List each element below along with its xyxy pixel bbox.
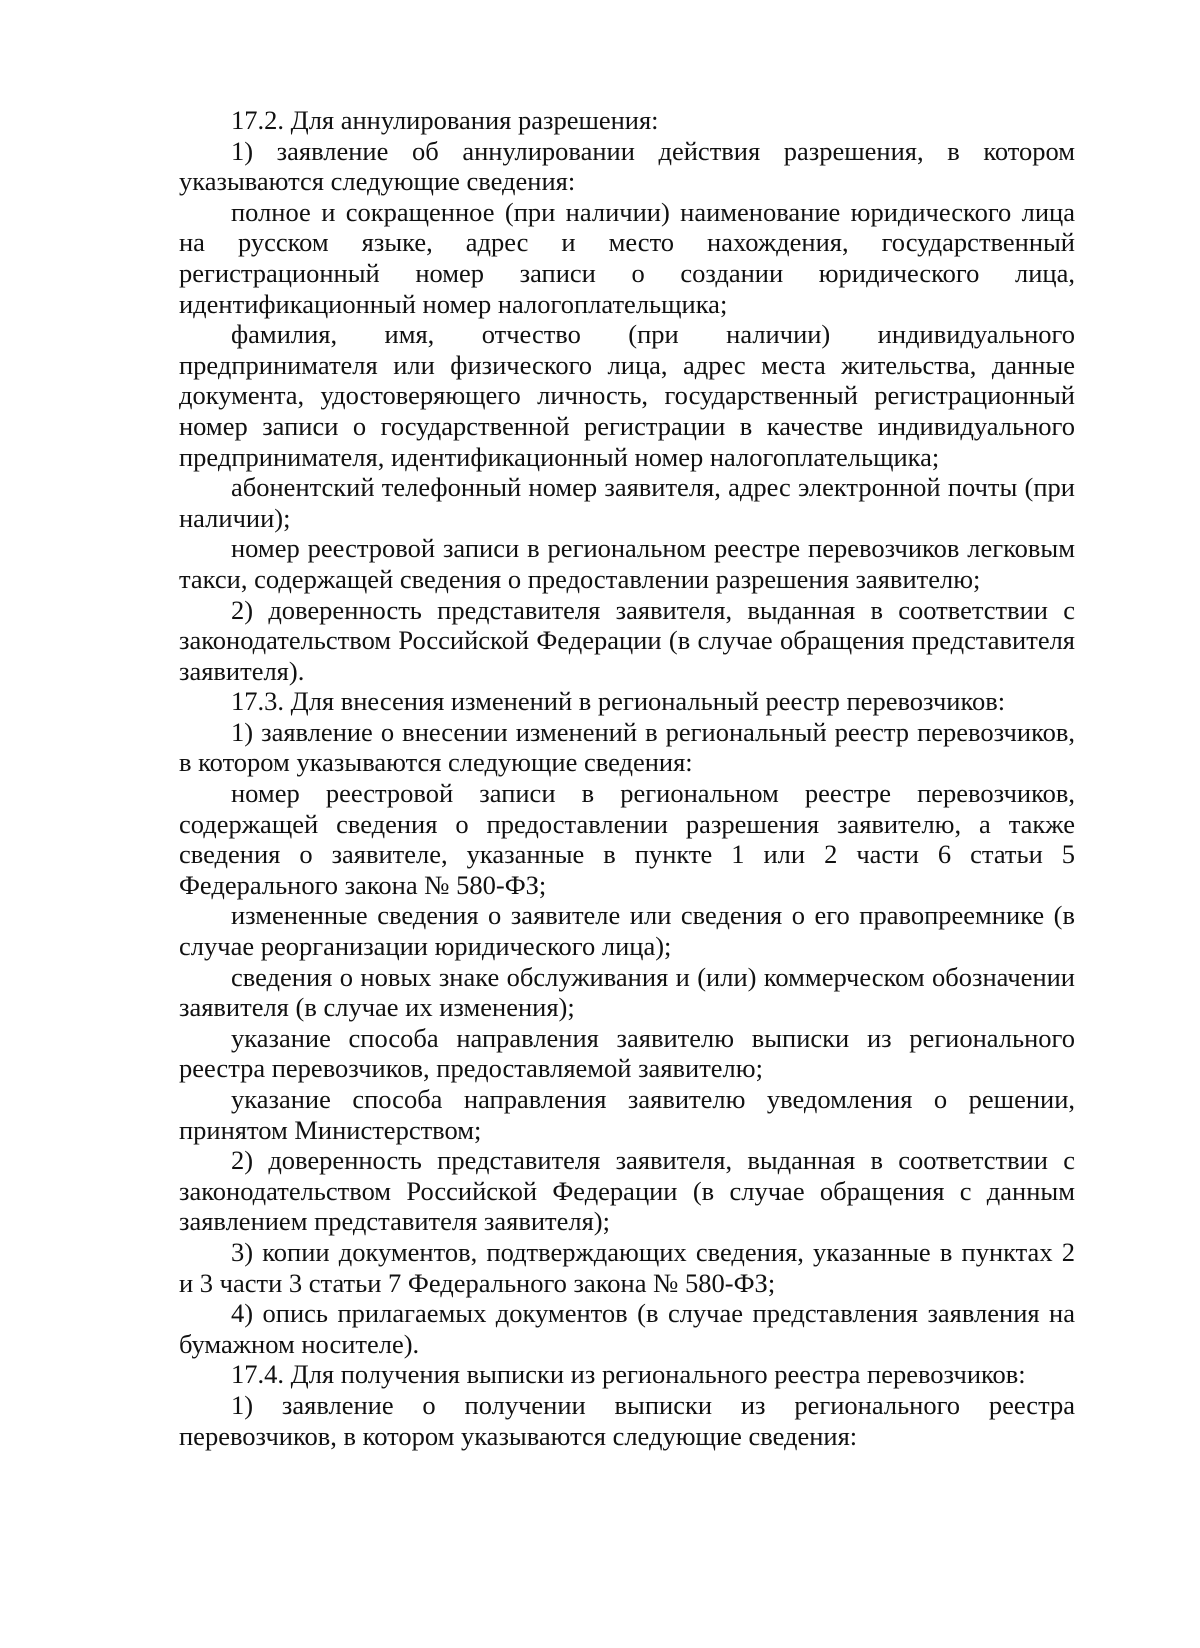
paragraph: указание способа направления заявителю уведомления о решении, принятом Министерством;	[179, 1084, 1075, 1145]
paragraph: 3) копии документов, подтверждающих сведения, указанные в пунктах 2 и 3 части 3 статьи 7 Федерального закона № 580-ФЗ;	[179, 1236, 1075, 1298]
paragraph: 1) заявление о получении выписки из регионального реестра перевозчиков, в котором указываются следующие сведения:	[179, 1389, 1075, 1451]
heading-17-3: 17.3. Для внесения изменений в региональный реестр перевозчиков:	[231, 686, 1006, 717]
paragraph: полное и сокращенное (при наличии) наименование юридического лица на русском языке, адрес и место нахождения, государственный регистрационный номер записи о создании юридического лица, идентификационный номер налогоплательщика;	[179, 196, 1075, 319]
heading-17-2: 17.2. Для аннулирования разрешения:	[231, 105, 659, 135]
paragraph: 2) доверенность представителя заявителя, выданная в соответствии с законодательством Российской Федерации (в случае обращения с данным заявлением представителя заявителя);	[179, 1145, 1075, 1237]
document-body	[179, 105, 1075, 1451]
paragraph: 1) заявление о внесении изменений в региональный реестр перевозчиков, в котором указываются следующие сведения:	[179, 716, 1075, 778]
paragraph: 1) заявление об аннулировании действия разрешения, в котором указываются следующие сведения:	[179, 135, 1075, 197]
paragraph: номер реестровой записи в региональном реестре перевозчиков легковым такси, содержащей сведения о предоставлении разрешения заявителю;	[179, 533, 1075, 594]
paragraph: абонентский телефонный номер заявителя, адрес электронной почты (при наличии);	[179, 472, 1075, 533]
paragraph: сведения о новых знаке обслуживания и (или) коммерческом обозначении заявителя (в случае их изменения);	[179, 961, 1075, 1023]
paragraph: номер реестровой записи в региональном реестре перевозчиков, содержащей сведения о предоставлении разрешения заявителю, а также сведения о заявителе, указанные в пункте 1 или 2 части 6 статьи 5 Федерального закона № 580-ФЗ;	[179, 778, 1075, 900]
heading-17-4: 17.4. Для получения выписки из регионального реестра перевозчиков:	[231, 1359, 1026, 1390]
paragraph: фамилия, имя, отчество (при наличии) индивидуального предпринимателя или физического лица, адрес места жительства, данные документа, удостоверяющего личность, государственный регистрационный номер записи о государственной регистрации в качестве индивидуального предпринимателя, идентификационный номер налогоплательщика;	[179, 319, 1075, 472]
paragraph: указание способа направления заявителю выписки из регионального реестра перевозчиков, предоставляемой заявителю;	[179, 1022, 1075, 1084]
paragraph: 4) опись прилагаемых документов (в случае представления заявления на бумажном носителе).	[179, 1298, 1075, 1359]
paragraph: 2) доверенность представителя заявителя, выданная в соответствии с законодательством Российской Федерации (в случае обращения представителя заявителя).	[179, 594, 1075, 686]
paragraph: измененные сведения о заявителе или сведения о его правопреемнике (в случае реорганизации юридического лица);	[179, 900, 1075, 962]
